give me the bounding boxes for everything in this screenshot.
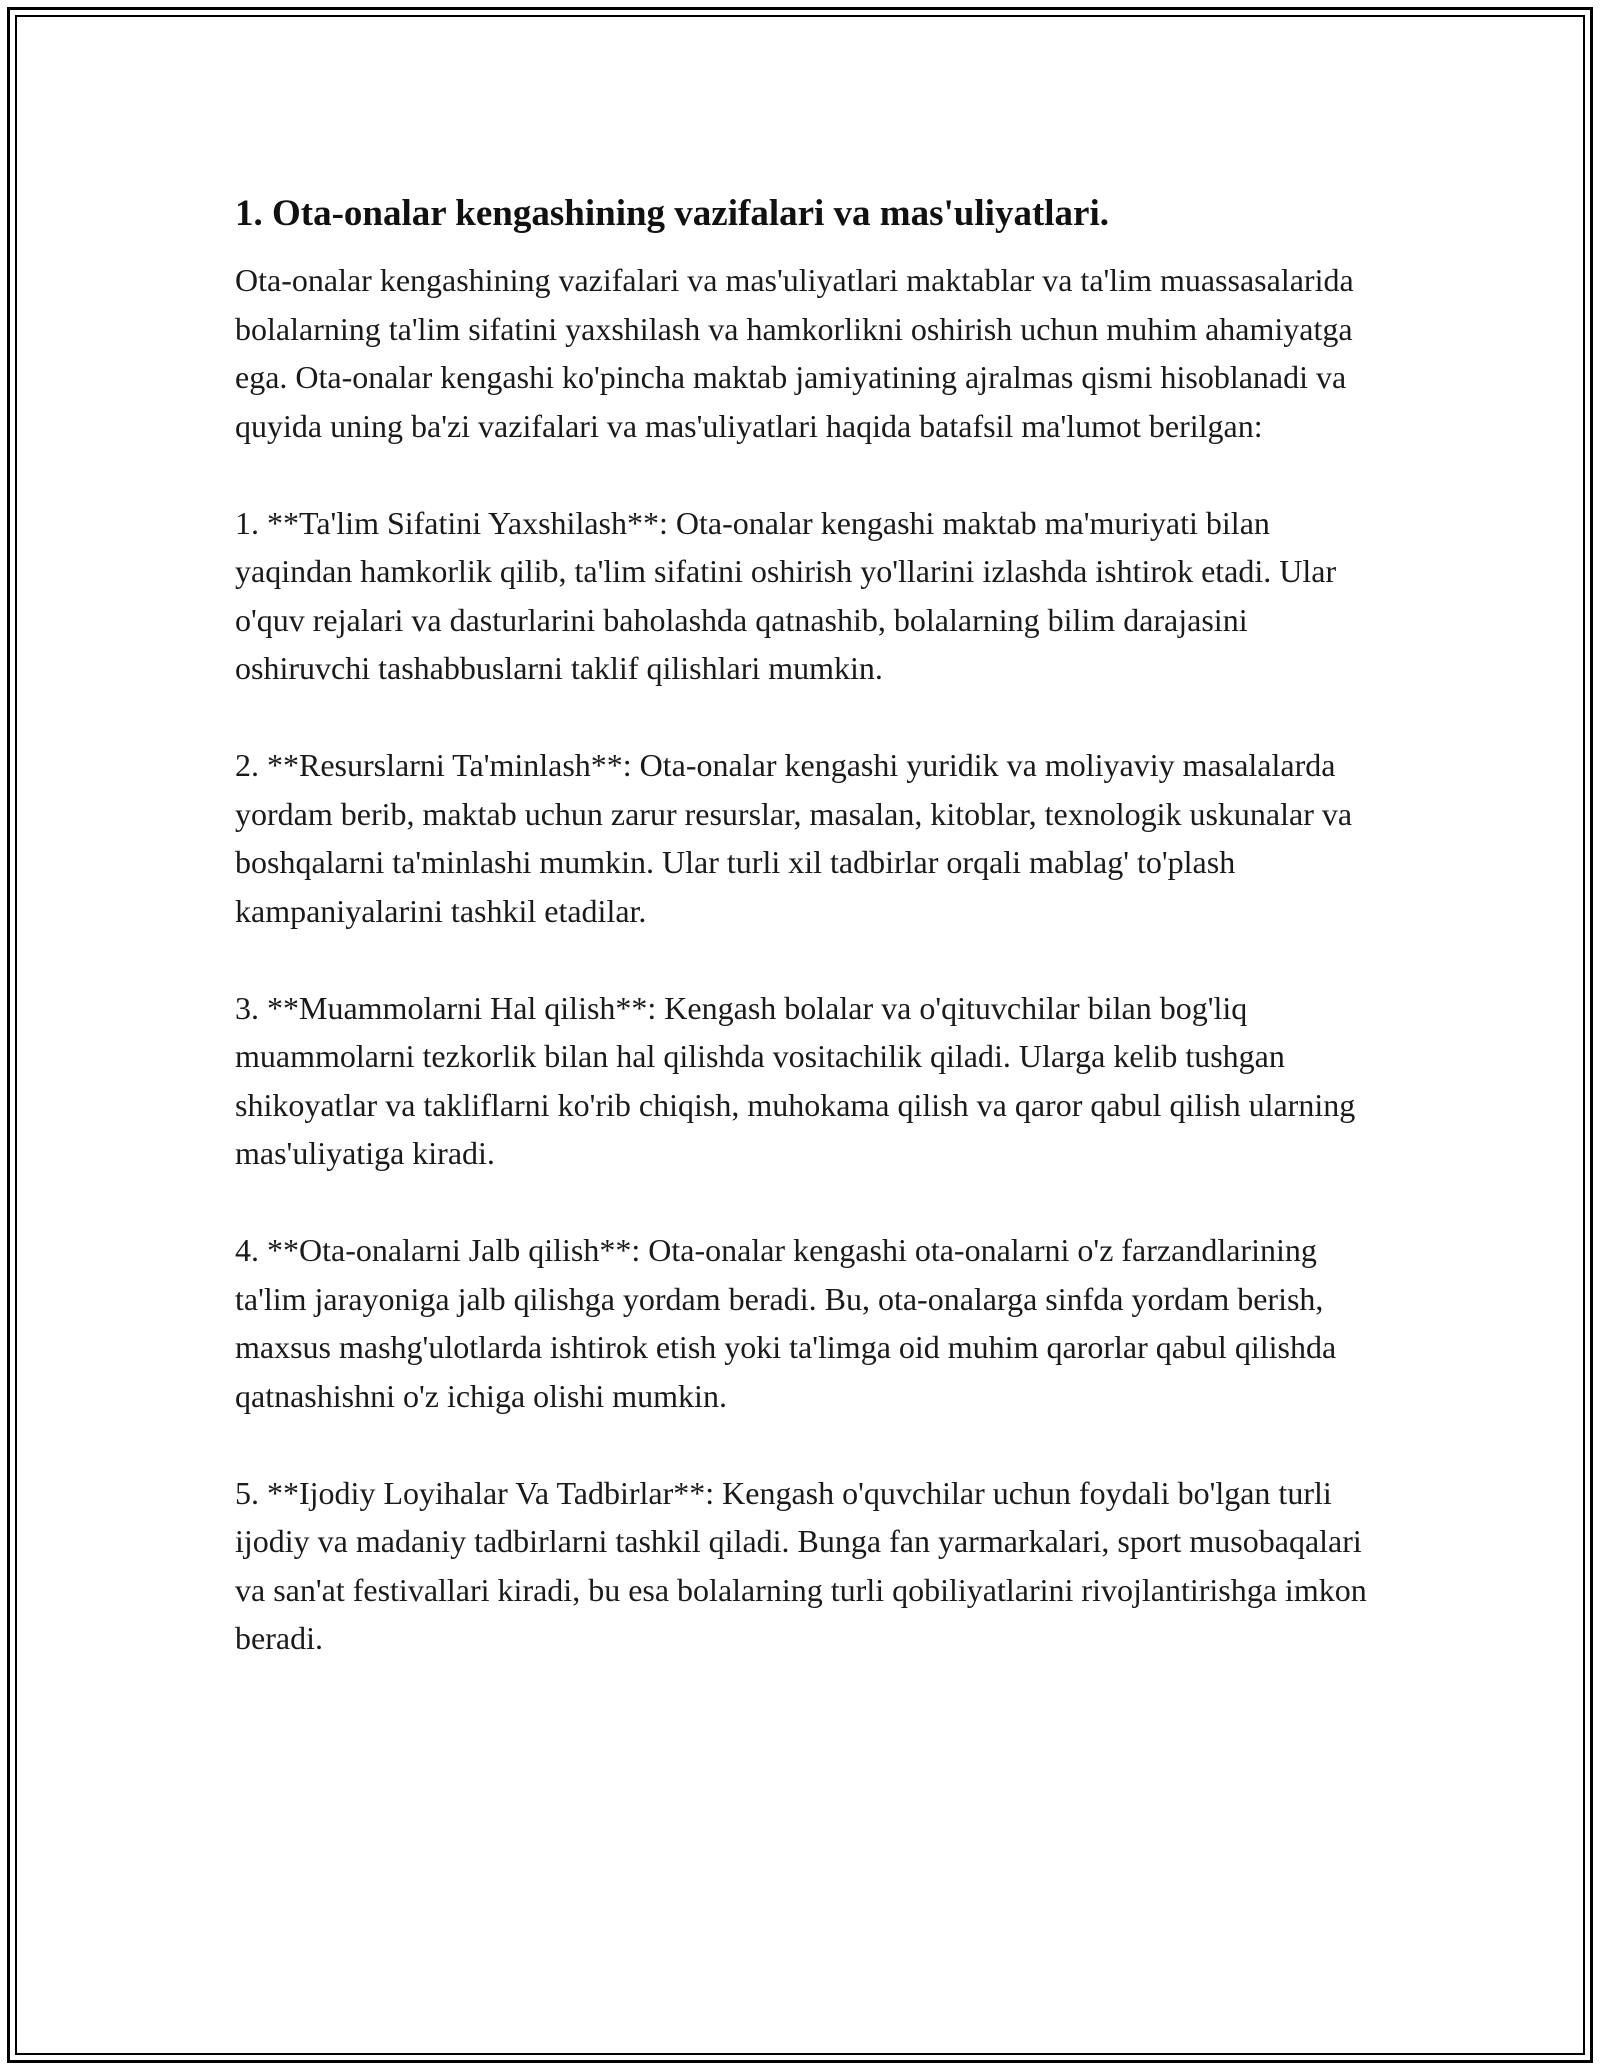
list-item-1: 1. **Ta'lim Sifatini Yaxshilash**: Ota-onalar kengashi maktab ma'muriyati bilan yaqindan hamkorlik qilib, ta'lim sifatini oshirish yo'llarini izlashda ishtirok etadi. Ular o'quv rejalari va dasturlarini baholashda qatnashib, bolalarning bilim darajasini oshiruvchi tashabbuslarni taklif qilishlari mumkin. <box>235 504 1337 686</box>
list-item-2: 2. **Resurslarni Ta'minlash**: Ota-onalar kengashi yuridik va moliyaviy masalalarda yordam berib, maktab uchun zarur resurslar, masalan, kitoblar, texnologik uskunalar va boshqalarni ta'minlashi mumkin. Ular turli xil tadbirlar orqali mablag' to'plash kampaniyalarini tashkil etadilar. <box>235 747 1353 929</box>
document-body <box>235 188 1385 1711</box>
intro-paragraph: Ota-onalar kengashining vazifalari va mas'uliyatlari maktablar va ta'lim muassasalarida bolalarning ta'lim sifatini yaxshilash va hamkorlikni oshirish uchun muhim ahamiyatga ega. Ota-onalar kengashi ko'pincha maktab jamiyatining ajralmas qismi hisoblanadi va quyida uning ba'zi vazifalari va mas'uliyatlari haqida batafsil ma'lumot berilgan: <box>235 262 1354 444</box>
list-item-5: 5. **Ijodiy Loyihalar Va Tadbirlar**: Kengash o'quvchilar uchun foydali bo'lgan turli ijodiy va madaniy tadbirlarni tashkil qiladi. Bunga fan yarmarkalari, sport musobaqalari va san'at festivallari kiradi, bu esa bolalarning turli qobiliyatlarini rivojlantirishga imkon beradi. <box>235 1474 1367 1656</box>
list-item-4: 4. **Ota-onalarni Jalb qilish**: Ota-onalar kengashi ota-onalarni o'z farzandlarining ta'lim jarayoniga jalb qilishga yordam beradi. Bu, ota-onalarga sinfda yordam berish, maxsus mashg'ulotlarda ishtirok etish yoki ta'limga oid muhim qarorlar qabul qilishda qatnashishni o'z ichiga olishi mumkin. <box>235 1232 1337 1414</box>
section-heading: 1. Ota-onalar kengashining vazifalari va mas'uliyatlari. <box>235 193 1109 234</box>
list-item-3: 3. **Muammolarni Hal qilish**: Kengash bolalar va o'qituvchilar bilan bog'liq muammolarni tezkorlik bilan hal qilishda vositachilik qiladi. Ularga kelib tushgan shikoyatlar va takliflarni ko'rib chiqish, muhokama qilish va qaror qabul qilish ularning mas'uliyatiga kiradi. <box>235 989 1356 1171</box>
